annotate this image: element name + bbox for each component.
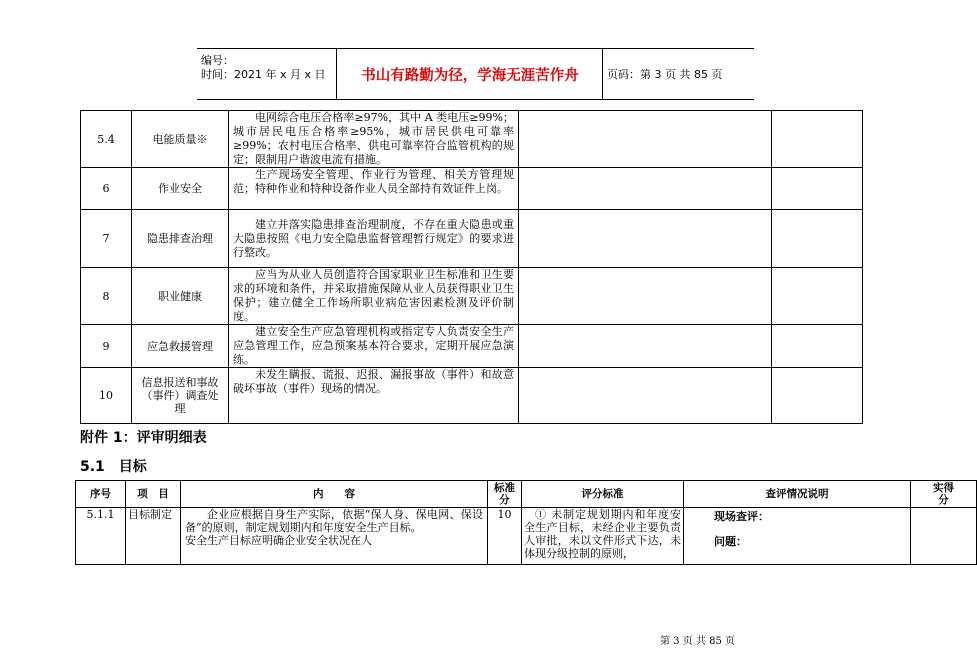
row-score: 10	[488, 508, 522, 565]
time-label: 时间：2021 年 x 月 x 日	[201, 68, 326, 81]
empty-cell	[772, 268, 863, 325]
row-number: 7	[81, 210, 132, 268]
page-footer: 第 3 页 共 85 页	[660, 636, 735, 647]
row-desc: 电网综合电压合格率≥97%，其中 A 类电压≥99%；城市居民电压合格率≥95%，城市居民供电可靠率≥99%；农村电压合格率、供电可靠率符合监管机构的规定；限制用户谐波电流有措施。	[229, 111, 519, 168]
row-desc: 未发生瞒报、谎报、迟报、漏报事故（事件）和故意破坏事故（事件）现场的情况。	[229, 368, 519, 424]
review-issue: 问题：	[714, 535, 747, 548]
header-content: 内 容	[181, 481, 488, 508]
empty-cell	[519, 111, 772, 168]
empty-cell	[772, 111, 863, 168]
row-name: 电能质量※	[132, 111, 229, 168]
detail-table	[75, 480, 977, 565]
row-number: 8	[81, 268, 132, 325]
table-row	[81, 325, 863, 368]
table-row	[81, 168, 863, 210]
row-name: 信息报送和事故（事件）调查处理	[132, 368, 229, 424]
row-number: 10	[81, 368, 132, 424]
review-site: 现场查评：	[714, 510, 769, 523]
header-actual: 实得分	[911, 481, 977, 508]
page-header	[197, 48, 754, 100]
row-desc: 建立安全生产应急管理机构或指定专人负责安全生产应急管理工作，应急预案基本符合要求，定期开展应急演练。	[229, 325, 519, 368]
table-row	[81, 210, 863, 268]
empty-cell	[519, 368, 772, 424]
table-row	[81, 268, 863, 325]
row-desc: 应当为从业人员创造符合国家职业卫生标准和卫生要求的环境和条件，并采取措施保障从业人员获得职业卫生保护；建立健全工作场所职业病危害因素检测及评价制度。	[229, 268, 519, 325]
row-name: 职业健康	[132, 268, 229, 325]
empty-cell	[772, 325, 863, 368]
empty-cell	[519, 210, 772, 268]
row-item: 目标制定	[126, 508, 181, 565]
empty-cell	[772, 168, 863, 210]
row-number: 6	[81, 168, 132, 210]
number-label: 编号：	[201, 54, 234, 67]
empty-cell	[519, 325, 772, 368]
empty-cell	[519, 268, 772, 325]
row-review	[684, 508, 911, 565]
empty-cell	[772, 210, 863, 268]
row-seq: 5.1.1	[76, 508, 126, 565]
empty-cell	[519, 168, 772, 210]
header-item: 项 目	[126, 481, 181, 508]
table-row	[76, 508, 977, 565]
header-page-code: 页码：第 3 页 共 85 页	[607, 68, 723, 81]
header-info	[197, 49, 337, 99]
row-desc: 生产现场安全管理、作业行为管理、相关方管理规范；特种作业和特种设备作业人员全部持有效证件上岗。	[229, 168, 519, 210]
table-row	[81, 111, 863, 168]
summary-table	[80, 110, 863, 424]
row-number: 5.4	[81, 111, 132, 168]
row-criteria: ① 未制定规划期内和年度安全生产目标，未经企业主要负责人审批，未以文件形式下达，未体现分级控制的原则，	[522, 508, 684, 565]
header-motto: 书山有路勤为径，学海无涯苦作舟	[338, 49, 603, 99]
section-title: 5.1 目标	[80, 459, 147, 475]
appendix-title: 附件 1：评审明细表	[80, 430, 207, 446]
header-score: 标准分	[488, 481, 522, 508]
row-name: 作业安全	[132, 168, 229, 210]
header-criteria: 评分标准	[522, 481, 684, 508]
table-header-row	[76, 481, 977, 508]
table-row	[81, 368, 863, 424]
row-name: 应急救援管理	[132, 325, 229, 368]
row-actual	[911, 508, 977, 565]
row-number: 9	[81, 325, 132, 368]
row-name: 隐患排查治理	[132, 210, 229, 268]
header-review: 查评情况说明	[684, 481, 911, 508]
header-seq: 序号	[76, 481, 126, 508]
row-content: 企业应根据自身生产实际，依据“保人身、保电网、保设备”的原则，制定规划期内和年度安全生产目标。 安全生产目标应明确企业安全状况在人	[181, 508, 488, 565]
row-desc: 建立并落实隐患排查治理制度，不存在重大隐患或重大隐患按照《电力安全隐患监督管理暂行规定》的要求进行整改。	[229, 210, 519, 268]
empty-cell	[772, 368, 863, 424]
